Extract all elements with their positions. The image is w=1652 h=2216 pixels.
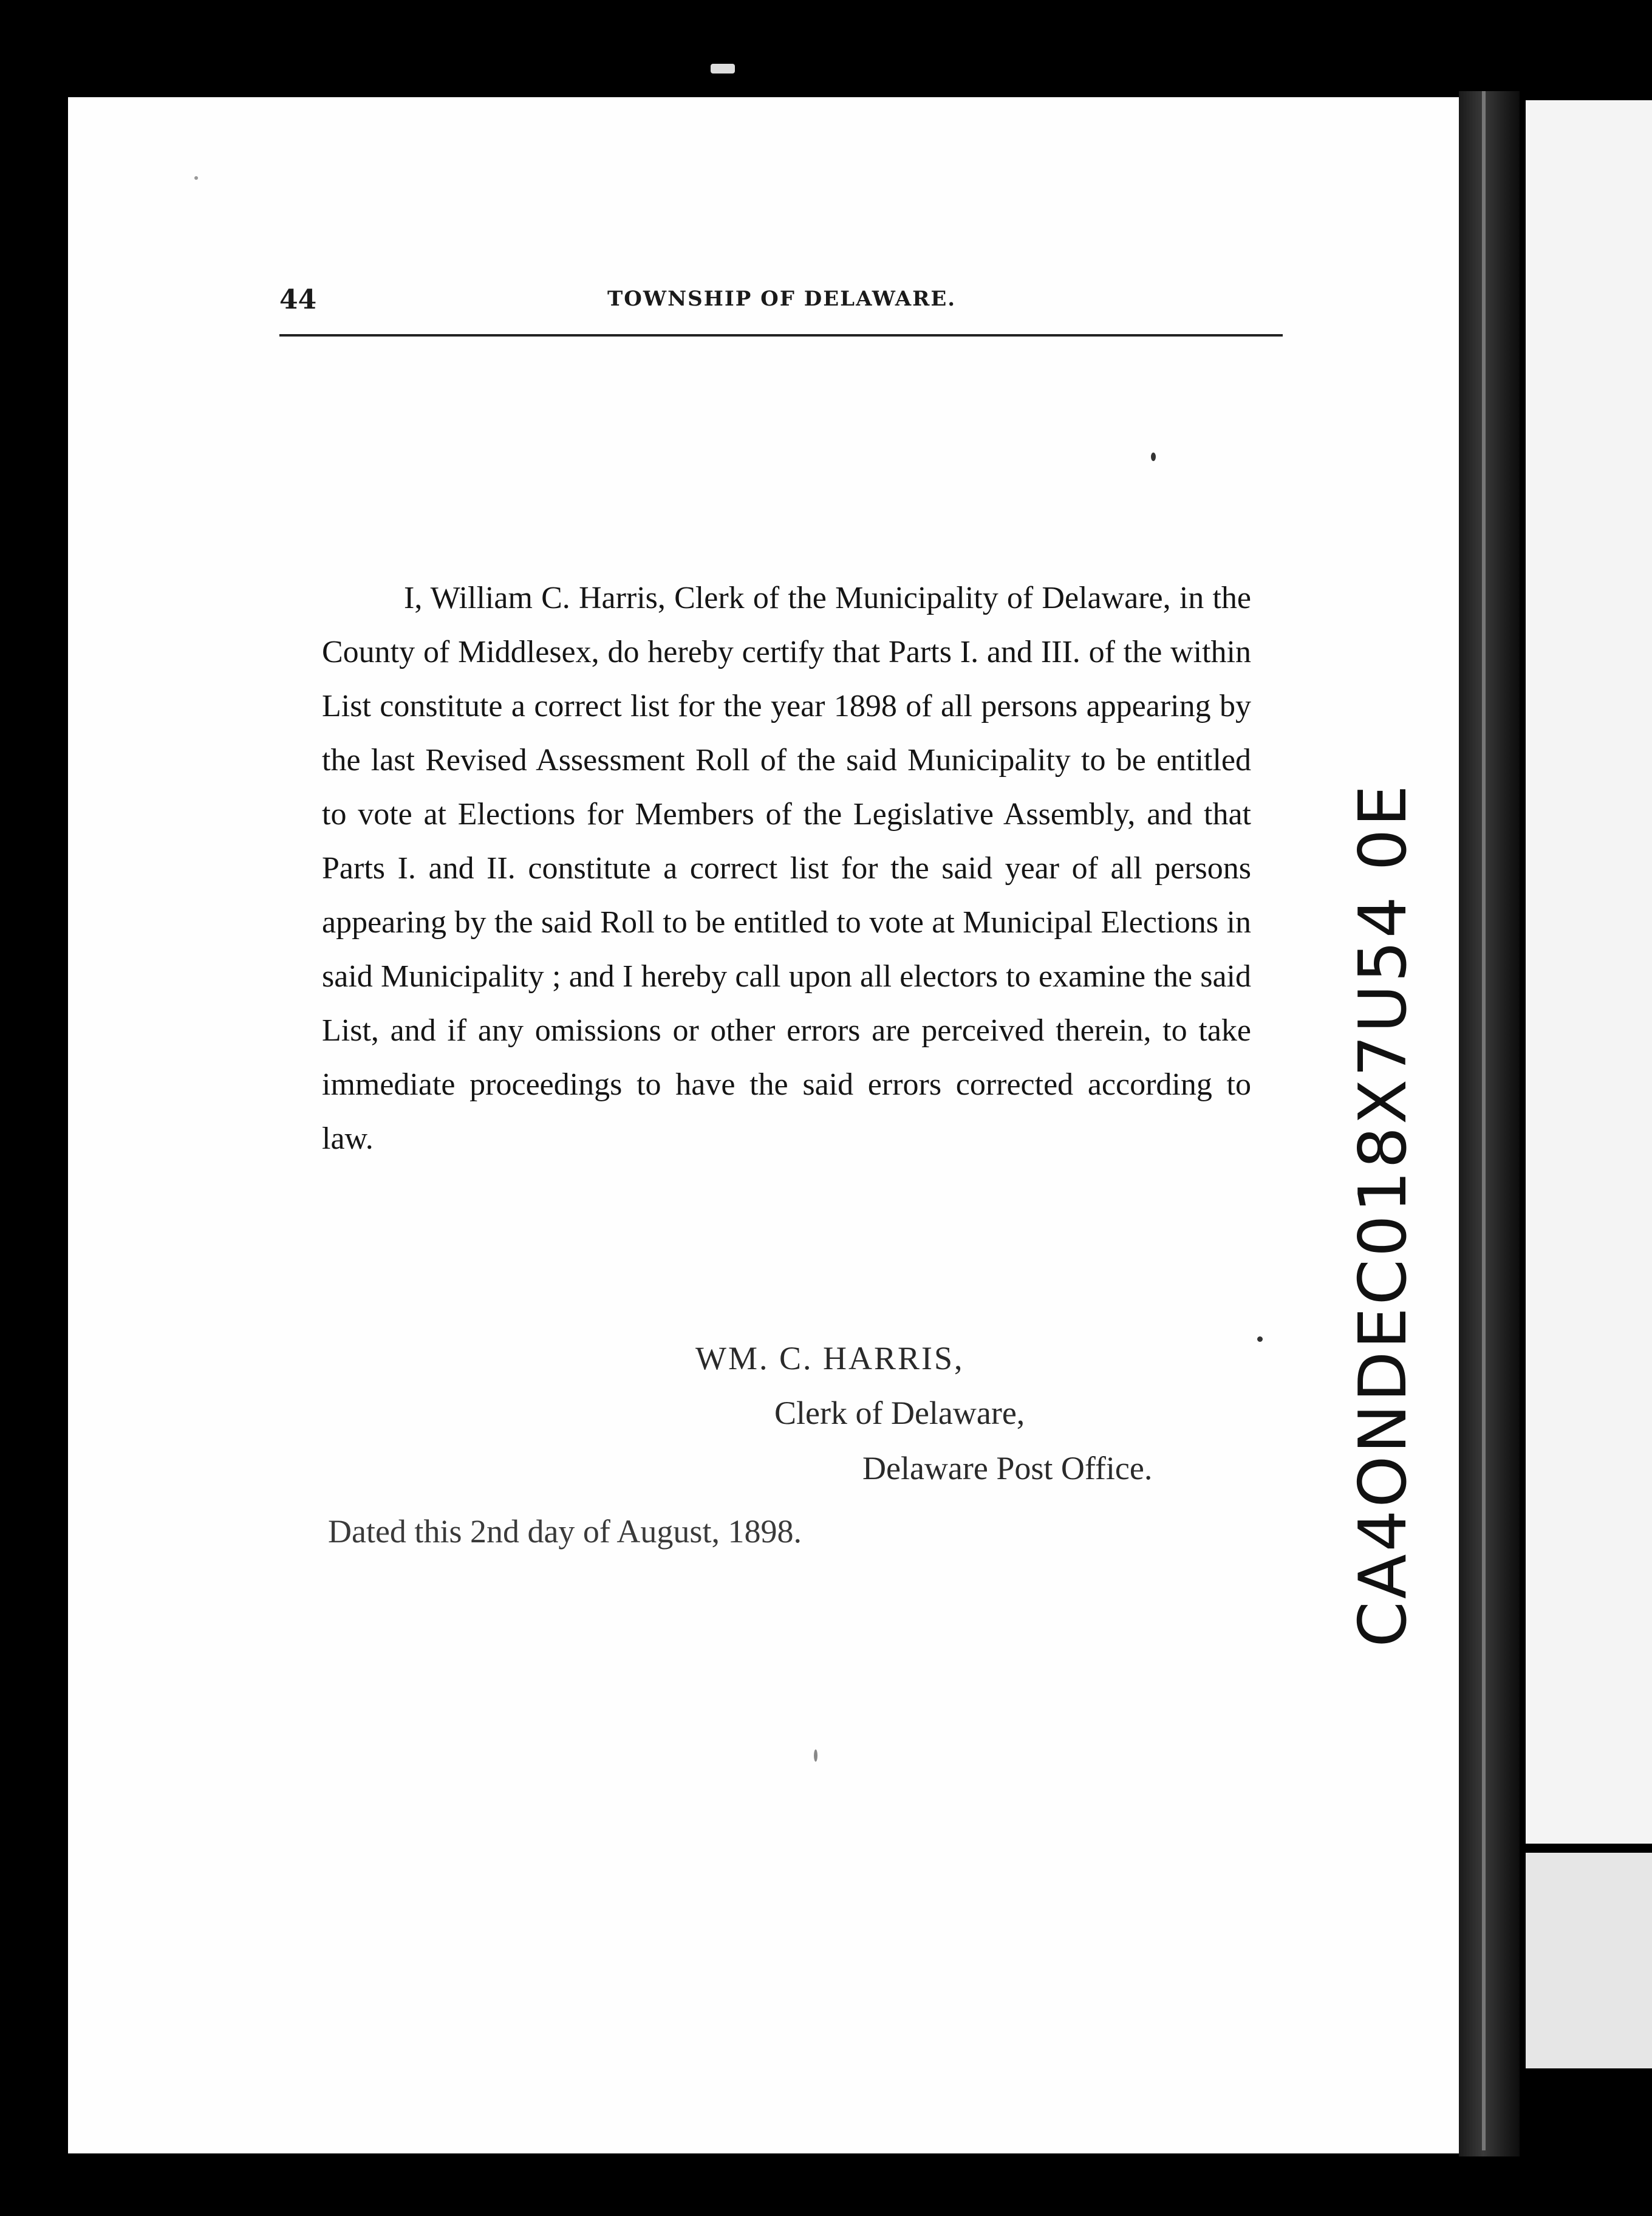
ink-speck — [1151, 453, 1156, 461]
adjacent-page-edge-lower — [1526, 1853, 1652, 2068]
page-number: 44 — [279, 284, 317, 315]
handwritten-archival-code: CA4ONDEC018X7U54 0E — [1345, 782, 1421, 1647]
certificate-body: I, William C. Harris, Clerk of the Municipality of Delaware, in the County of Middlesex, do hereby certify that Parts I. and III. of the within List constitute a correct list for the year 1898 of all persons appearing by the last Revised Assessment Roll of the said Municipality to be entitled to vote at Elections for Members of the Legislative Assembly, and that Parts I. and II. constitute a correct list for the said year of all persons appearing by the said Roll to be entitled to vote at Municipal Elections in said Municipality ; and I hereby call upon all electors to examine the said List, and if any omissions or other errors are perceived therein, to take immediate proceedings to have the said errors corrected according to law. — [322, 581, 1251, 1156]
running-head: TOWNSHIP OF DELAWARE. — [607, 287, 957, 311]
binding-edge — [1482, 91, 1486, 2150]
signature-title: Clerk of Delaware, — [774, 1395, 1025, 1431]
signature-name: WM. C. HARRIS, — [695, 1340, 964, 1376]
ink-speck — [711, 64, 735, 74]
book-binding — [1459, 91, 1520, 2156]
signature-office: Delaware Post Office. — [862, 1450, 1153, 1486]
dated-line: Dated this 2nd day of August, 1898. — [328, 1513, 802, 1550]
header-rule — [279, 334, 1283, 337]
ink-speck — [194, 176, 198, 180]
ink-speck — [814, 1749, 817, 1762]
ink-speck — [1257, 1336, 1263, 1342]
adjacent-page-edge — [1526, 100, 1652, 1844]
